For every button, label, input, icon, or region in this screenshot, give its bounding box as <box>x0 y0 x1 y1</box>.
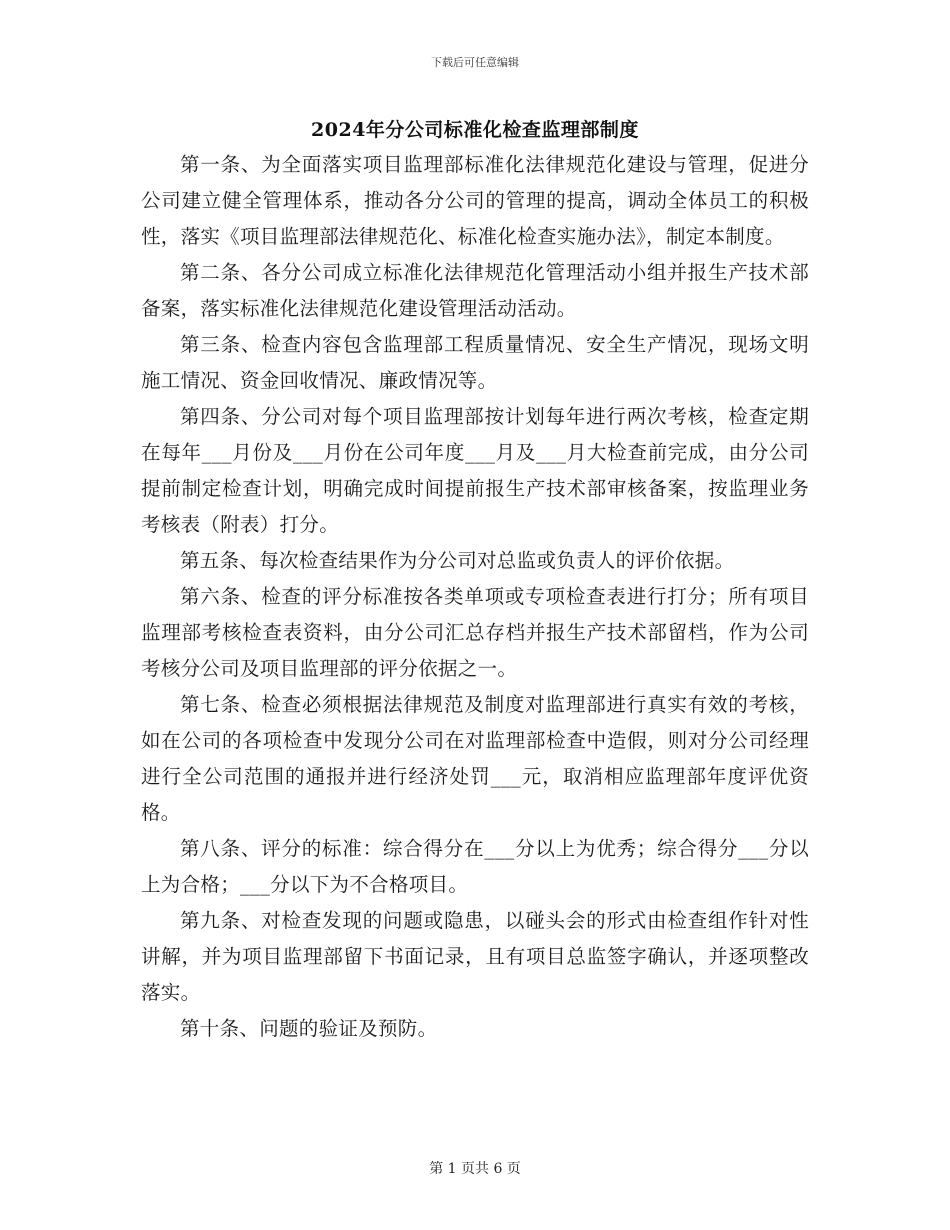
page-header-note: 下载后可任意编辑 <box>431 56 519 69</box>
document-title: 2024年分公司标准化检查监理部制度 <box>311 119 639 141</box>
document-body <box>141 147 809 1047</box>
article-5-paragraph: 第五条、每次检查结果作为分公司对总监或负责人的评价依据。 <box>180 549 735 572</box>
article-9-paragraph: 第九条、对检查发现的问题或隐患，以碰头会的形式由检查组作针对性讲解，并为项目监理部留下书面记录，且有项目总监签字确认，并逐项整改落实。 <box>141 909 809 1004</box>
article-10-paragraph: 第十条、问题的验证及预防。 <box>180 1017 438 1040</box>
article-8-paragraph: 第八条、评分的标准：综合得分在___分以上为优秀；综合得分___分以上为合格；___分以下为不合格项目。 <box>141 837 809 896</box>
page-number: 第 1 页共 6 页 <box>429 1161 521 1177</box>
article-7-paragraph: 第七条、检查必须根据法律规范及制度对监理部进行真实有效的考核，如在公司的各项检查中发现分公司在对监理部检查中造假，则对分公司经理进行全公司范围的通报并进行经济处罚___元，取消相应监理部年度评优资格。 <box>141 693 809 824</box>
article-3-paragraph: 第三条、检查内容包含监理部工程质量情况、安全生产情况，现场文明施工情况、资金回收情况、廉政情况等。 <box>141 333 809 392</box>
article-2-paragraph: 第二条、各分公司成立标准化法律规范化管理活动小组并报生产技术部备案，落实标准化法律规范化建设管理活动活动。 <box>141 261 809 320</box>
article-6-paragraph: 第六条、检查的评分标准按各类单项或专项检查表进行打分；所有项目监理部考核检查表资料，由分公司汇总存档并报生产技术部留档，作为公司考核分公司及项目监理部的评分依据之一。 <box>141 585 809 680</box>
article-1-paragraph: 第一条、为全面落实项目监理部标准化法律规范化建设与管理，促进分公司建立健全管理体系，推动各分公司的管理的提高，调动全体员工的积极性，落实《项目监理部法律规范化、标准化检查实施办法》，制定本制度。 <box>141 153 809 248</box>
article-4-paragraph: 第四条、分公司对每个项目监理部按计划每年进行两次考核，检查定期在每年___月份及___月份在公司年度___月及___月大检查前完成，由分公司提前制定检查计划，明确完成时间提前报生产技术部审核备案，按监理业务考核表（附表）打分。 <box>141 405 809 536</box>
